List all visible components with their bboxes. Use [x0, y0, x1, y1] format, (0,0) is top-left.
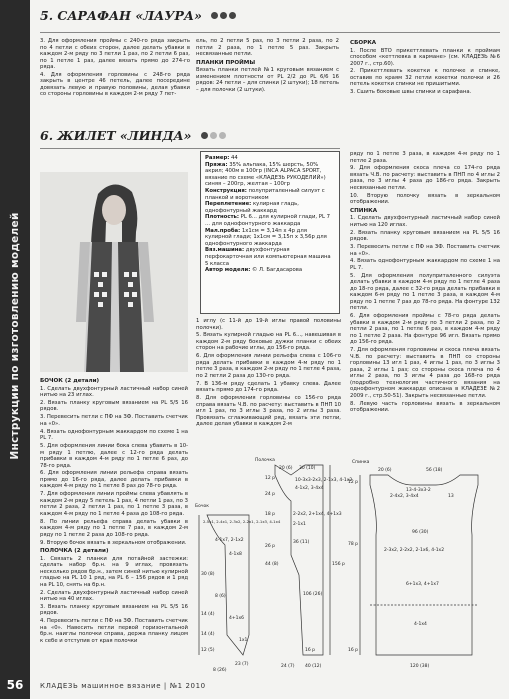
dim-label: 20 (6) — [378, 468, 392, 473]
paragraph: 1. Сделать двухфонтурный ластичный набор синей нитью на 120 иглах. — [350, 215, 500, 228]
paragraph: 8. Левую часть горловины вязать в зеркальном отображении. — [350, 400, 500, 414]
section5-col2 — [196, 38, 339, 94]
dim-label: 12 р — [348, 480, 359, 485]
dim-label: 16 р — [305, 648, 316, 653]
section6-title — [40, 128, 228, 143]
spec-value: 44 — [229, 155, 238, 161]
dim-label: 44 (8) — [265, 562, 279, 567]
paragraph: 3. Перевесить петли с ПФ на ЗФ. Поставить счетчик на «0». — [40, 414, 188, 427]
dim-label: 24 (7) — [281, 664, 295, 669]
paragraph: 8. По линии рельефа справа делать убавки в каждом 4-м ряду по 1 петле 7 раз, в каждом 2-м ряду по 1 петле 2 раза до 108-го ряда. — [40, 518, 188, 538]
spec-label: Пряжа: — [205, 161, 228, 168]
paragraph: 2. Вязать планку круговым вязанием на PL 5/5 16 рядов. — [350, 229, 500, 243]
dim-label: 30 (8) — [201, 572, 215, 577]
paragraph: 3. Вязать планку круговым вязанием на PL 5/5 16 рядов. — [40, 603, 188, 617]
bochok-col — [40, 376, 188, 646]
paragraph: 1. После ВТО прикеттлевать планки к проймам способом «кеттлевка в кармане» (см. КЛАДЕЗЬ №6 2007 г., стр.60). — [350, 47, 500, 67]
paragraph: 5. Для оформления полуприталенного силуэта делать убавки в каждом 4-м ряду по 1 петле 4 раза до 18-го ряда, далее с 32-го ряда делать прибавки в каждом 6-м ряду по 1 петле 3 раза, в каждом 4-м ряду по 1 петле 7 раз до 78-го ряда. На фонтуре 132 петли. — [350, 272, 500, 312]
rating-dot — [229, 12, 236, 19]
sidebar-title: Инструкции по изготовлению моделей — [9, 212, 21, 460]
spec-value: © Л. Багдасарова — [250, 267, 303, 274]
spec-value: PL 6... для кулирной глади, PL 7 ... для однофонтурного жаккарда — [205, 214, 330, 227]
spec-row — [205, 267, 335, 274]
footer-text: КЛАДЕЗЬ машинное вязание | №1 2010 — [40, 682, 206, 690]
model-photo — [40, 172, 188, 372]
dim-label: 4-1x8 — [229, 552, 242, 557]
dim-label: 4-1x4 — [414, 622, 427, 627]
dim-label: 10-3x3-2x3, 2-1x3, 4-1x2 — [295, 478, 353, 483]
polochka-continued — [350, 151, 500, 415]
heading-sborka: СБОРКА — [350, 40, 377, 46]
paragraph: 8. Для оформления горловины со 156-го ряда справа вязать Ч.В. по расчету: выставить в ПНП 10 игл 1 раз, по 3 иглы 3 раза, по 2 иглы 3 раза. Провязать сглаживающий ряд, вязать эти петли, далее делая убавки в каждом 2-м — [196, 395, 341, 428]
spec-label: Конструкция: — [205, 187, 247, 194]
dim-label: 2-1x1 — [293, 522, 306, 527]
spec-value: кулирная гладь, однофонтурный жаккард — [205, 201, 299, 214]
paragraph: Вязать планки петлей №1 круговым вязанием с изменением плотности от PL 2/2 до PL 6/6 16 рядов: 24 петли – для спинки (2 штуки); 18 петель – для полочки (2 штуки). — [196, 67, 340, 93]
paragraph: 4. Перевесить петли с ПФ на ЗФ. Поставить счетчик на «0». Навесить петли первой горизонтальной бр.н. наиглы полочки справа, держа планку лицом к себе и отступив от края полочки — [40, 618, 188, 644]
pattern-diagram — [348, 455, 503, 677]
dim-label: 2-3x2, 2-2x2, 2-1x6, 4-1x2 — [384, 548, 445, 553]
dim-label: 120 (38) — [410, 664, 430, 669]
rating-dot — [210, 132, 217, 139]
paragraph: 4. Для оформления горловины с 248-го ряда закрыть в центре 46 петель, далее посередине довязать левую и правую половины, делая убавки со стороны горловины в каждом 2-м ряду 7 пет- — [40, 71, 190, 98]
spec-row — [205, 228, 335, 248]
paragraph: 6. Для оформления линии рельефа слева с 106-го ряда делать прибавки в каждом 4-м ряду по 1 петле 3 раза, в каждом 2-м ряду по 1 петле 4 раза, по 2 петли 2 раза до 130-го ряда. — [196, 353, 341, 379]
dim-label: 2-2x2, 2+1x4, 4+1x3 — [293, 512, 342, 517]
paragraph: 7. Для оформления горловины и скоса плеча вязать Ч.В. по расчету: выставить в ПНП со стороны горловины 13 игл 1 раз, 4 иглы 1 раз, по 3 иглы 3 раза, 2 иглы 1 раз; со стороны скоса плеча по 4 иглы 2 раза, по 3 иглы 4 раза до 168-го ряда (подробно технология частичного вязания на однофонтурном жаккарде описана в КЛАДЕЗЕ №2 2009 г., стр.50-51). Закрыть несвязанные петли. — [350, 347, 500, 399]
spec-label: Автор модели: — [205, 267, 251, 274]
dim-label: 20 (6) — [279, 466, 293, 471]
rating-dot — [220, 12, 227, 19]
rating-dots — [211, 8, 238, 23]
paragraph: 5. Вязать кулирной гладью на PL 6..., навешивая в каждом 2-м ряду боковые дужки планки с обеих сторон на рабочие иглы, до 156-го ряда. — [196, 332, 341, 352]
dim-label: 40 (12) — [305, 664, 322, 669]
rating-dots — [201, 128, 228, 143]
paragraph: 6. Для оформления линии рельефа справа вязать прямо до 16-го ряда, далее делать прибавки в каждом 4-м ряду по 1 петле 8 раз до 78-го ряда. — [40, 470, 188, 490]
spec-value: 1х1см = 3,14п х 4р для кулирной глади; 1х1см = 3,15п х 3,56р для однофонтурного жаккарда — [205, 227, 327, 247]
dim-label: 1x1 — [239, 638, 248, 643]
diagram-spinka — [348, 455, 503, 677]
heading-polochka: ПОЛОЧКА (2 детали) — [40, 548, 109, 555]
dim-label: 6+1x3, 4+1x7 — [406, 582, 439, 587]
paragraph: 4. Вязать однофонтурным жаккардом по схеме 1 на PL 7. — [350, 258, 500, 271]
model-illustration — [40, 172, 188, 372]
paragraph: 1 иглу (с 11-й до 19-й иглы правой половины полочки). — [196, 318, 341, 331]
sidebar-band — [0, 0, 30, 672]
paragraph: 1. Сделать двухфонтурный ластичный набор синей нитью на 23 иглах. — [40, 385, 188, 398]
dim-label: 12 р — [265, 476, 276, 481]
dim-label: 2-5x1, 2-4x1, 2-3x2, 2-2x1, 2-1x3, 4-1x4 — [203, 519, 281, 524]
spec-label: Размер: — [205, 155, 230, 161]
spec-row — [205, 155, 335, 162]
dim-label: 156 р — [332, 562, 345, 567]
diagram-label-polochka: Полочка — [255, 458, 275, 463]
section5-title-text: 5. САРАФАН «ЛАУРА» — [40, 8, 202, 23]
dim-label: 56 (18) — [426, 468, 443, 473]
dim-label: 14 (4) — [201, 632, 215, 637]
paragraph: 1. Связать 2 планки для потайной застежки: сделать набор бр.н. на 9 иглах, провязать несколько рядов бр.н., затем синей нитью кулирной гладью на PL 10 1 ряд, на PL 6 – 156 рядов и 1 ряд на PL 10, снять на бр.н. — [40, 555, 189, 588]
dim-label: 4-1x7, 2-1x2 — [215, 538, 244, 543]
dim-label: 14 (4) — [201, 612, 215, 617]
rating-dot — [201, 132, 208, 139]
dim-label: 8 (6) — [215, 594, 226, 599]
paragraph: 6. Для оформления проймы с 78-го ряда делать убавки в каждом 2-м ряду по 3 петли 2 раза, по 2 петли 2 раза, по 1 петле 6 раз, в каждом 4-м ряду по 1 петле 2 раза. На фонтуре 96 игл. Вязать прямо до 156-го ряда. — [350, 313, 500, 346]
dim-label: 24 р — [265, 492, 276, 497]
divider — [40, 148, 340, 149]
polochka-middle — [196, 318, 341, 429]
paragraph: 7. Для оформления линии проймы слева убавлять в каждом 2-м ряду 5 петель 1 раз, 4 петли 1 раз, по 3 петли 2 раза, 2 петли 1 раз, по 1 петле 3 раза, в каждом 4-м ряду по 1 петле 4 раза до 108-го ряда. — [40, 491, 188, 517]
dim-label: 23 (7) — [235, 662, 249, 667]
paragraph: 2. Прикеттлевать кокетки к полочке и спинке, оставив по краям 32 петли кокетки полочки и 26 петель кокетки спинки не пришитыми. — [350, 68, 500, 88]
rating-dot — [219, 132, 226, 139]
divider — [40, 32, 500, 33]
dim-label: 4-1x2, 3-4x4 — [295, 486, 324, 491]
dim-label: 13-4-3x3-2 — [406, 488, 431, 493]
spec-box — [200, 151, 340, 314]
dim-label: 13 — [448, 494, 454, 499]
spec-row — [205, 201, 335, 214]
heading-planki: ПЛАНКИ ПРОЙМЫ — [196, 59, 256, 66]
paragraph: ель, по 2 петли 5 раз, по 3 петли 2 раза, по 2 петли 2 раза, по 1 петле 5 раз. Закрыть несвязанные петли. — [196, 38, 339, 57]
dim-label: 36 (11) — [293, 540, 310, 545]
section5-col3 — [350, 38, 500, 97]
section5-col1 — [40, 38, 190, 99]
paragraph: ряду по 1 петле 3 раза, в каждом 4-м ряду по 1 петле 2 раза. — [350, 151, 500, 164]
paragraph: 5. Для оформления линии бока слева убавить в 10-м ряду 1 петлю, далее с 12-го ряда делать прибавки в каждом 4-м ряду по 1 петле 6 раз, до 78-го ряда. — [40, 443, 188, 469]
dim-label: 106 (26) — [303, 592, 323, 597]
heading-spinka: СПИНКА — [350, 207, 378, 214]
paragraph: 3. Перевесить петли с ПФ на ЗФ. Поставить счетчик на «0». — [350, 244, 500, 257]
heading-bochok: БОЧОК (2 детали) — [40, 378, 100, 384]
spec-label: Мал.проба: — [205, 227, 241, 234]
spec-label: Переплетение: — [205, 201, 252, 208]
paragraph: 3. Сшить боковые швы спинки и сарафана. — [350, 89, 472, 96]
spec-value: 35% альпака, 15% шерсть, 50% акрил; 400м в 100гр (INCA ALPACA SPORT, вязание по схеме «КЛАДЕЗЬ РУКОДЕЛИЙ») синяя – 200гр, желтая – 100гр — [205, 161, 326, 188]
dim-label: 2-4x2, 3-4x4 — [390, 494, 419, 499]
dim-label: 18 р — [265, 512, 276, 517]
diagram-label-spinka: Спинка — [352, 460, 370, 465]
spec-row — [205, 247, 335, 267]
dim-label: 96 (30) — [412, 530, 429, 535]
spec-label: Плотность: — [205, 214, 239, 221]
dim-label: 4+1x6 — [229, 616, 245, 621]
paragraph: 9. Для оформления скоса плеча со 174-го ряда вязать Ч.В. по расчету: выставить в ПНП по 4 иглы 2 раза, по 3 иглы 4 раза до 186-го ряда. Закрыть несвязанные петли. — [350, 165, 500, 191]
spec-value: двухфонтурная перфокарточная или компьютерная машина 5 класса — [205, 247, 331, 267]
rating-dot — [211, 12, 218, 19]
paragraph: 2. Сделать двухфонтурный ластичный набор синей нитью на 40 иглах. — [40, 589, 188, 603]
section6-title-text: 6. ЖИЛЕТ «ЛИНДА» — [40, 128, 192, 143]
dim-label: 8 (26) — [213, 668, 227, 673]
spec-row — [205, 188, 335, 201]
spec-row — [205, 214, 335, 227]
paragraph: 4. Вязать однофонтурным жаккардом по схеме 1 на PL 7. — [40, 428, 188, 442]
page-number: 56 — [0, 672, 30, 699]
dim-label: 26 р — [265, 544, 276, 549]
diagram-bochok-polochka — [195, 455, 353, 677]
dim-label: 12 (5) — [201, 648, 215, 653]
paragraph: 2. Вязать планку круговым вязанием на PL 5/5 16 рядов. — [40, 399, 188, 413]
pattern-diagram — [195, 455, 353, 677]
spec-value: полуприталенный силуэт с планкой и воротником — [205, 187, 325, 201]
paragraph: 10. Вторую полочку вязать в зеркальном отображении. — [350, 192, 500, 206]
spec-row — [205, 162, 335, 188]
paragraph: 9. Вторую бочок вязать в зеркальном отображении. — [40, 539, 187, 546]
paragraph: 7. В 136-м ряду сделать 1 убавку слева. Далее вязать прямо до 174-го ряда. — [196, 380, 341, 394]
spec-label: Вяз.машина: — [205, 247, 245, 254]
dim-label: 16 р — [348, 648, 359, 653]
diagram-label-bochok: Бочок — [195, 504, 209, 509]
dim-label: 30 (10) — [299, 466, 316, 471]
dim-label: 78 р — [348, 542, 359, 547]
paragraph: 3. Для оформления проймы с 240-го ряда закрыть по 4 петли с обеих сторон, далее делать убавки в каждом 2-м ряду по 3 петли 1 раз, по 2 петли 6 раз, по 1 петле 1 раз, далее вязать прямо до 274-го ряда. — [40, 38, 190, 70]
section5-title — [40, 8, 238, 23]
